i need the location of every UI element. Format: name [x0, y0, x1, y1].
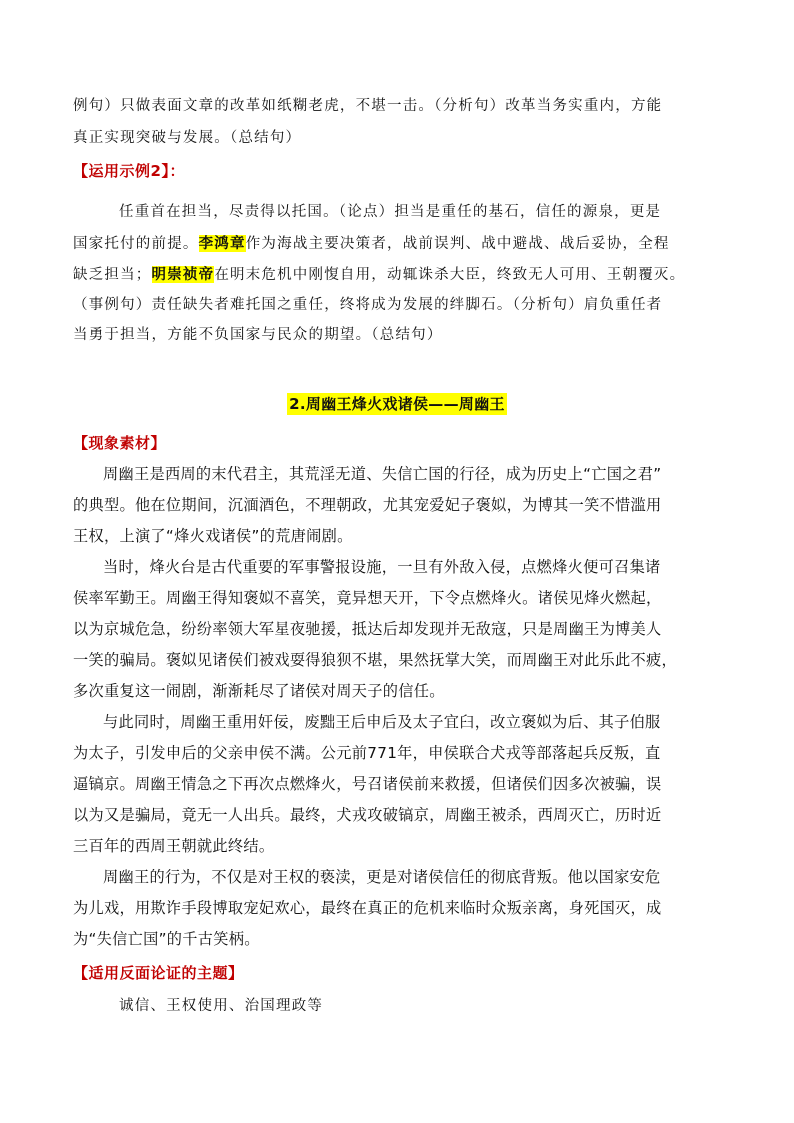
text-line: 周幽王是西周的末代君主，其荒淫无道、失信亡国的行径，成为历史上“亡国之君”	[103, 465, 662, 483]
text-line: 的典型。他在位期间，沉湎酒色，不理朝政，尤其宠爱妃子褒姒，为博其一笑不惜滥用	[73, 496, 662, 514]
text-line: 当时，烽火台是古代重要的军事警报设施，一旦有外敌入侵，点燃烽火便可召集诸	[103, 558, 661, 576]
text-line: 三百年的西周王朝就此终结。	[73, 837, 275, 855]
text-line: 一笑的骗局。褒姒见诸侯们被戏耍得狼狈不堪，果然抚掌大笑，而周幽王对此乐此不疲，	[73, 651, 678, 669]
text-line: 例句）只做表面文章的改革如纸糊老虎，不堪一击。（分析句）改革当务实重内，方能	[73, 98, 663, 114]
text-line: 当勇于担当，方能不负国家与民众的期望。（总结句）	[73, 327, 443, 343]
text-line: 为太子，引发申后的父亲申侯不满。公元前771年，申侯联合犬戎等部落起兵反叛，直	[73, 744, 661, 762]
text-line: 王权，上演了“烽火戏诸侯”的荒唐闹剧。	[73, 527, 353, 545]
text-line: 为儿戏，用欺诈手段博取宠妃欢心，最终在真正的危机来临时众叛亲离，身死国灭，成	[73, 899, 662, 917]
text-line: 以为又是骗局，竟无一人出兵。最终，犬戎攻破镐京，周幽王被杀，西周灭亡，历时近	[73, 806, 662, 824]
text-line: 为“失信亡国”的千古笑柄。	[73, 930, 260, 948]
section-title-text: 2.周幽王烽火戏诸侯——周幽王	[289, 395, 505, 413]
text-line: 周幽王的行为，不仅是对王权的亵渎，更是对诸侯信任的彻底背叛。他以国家安危	[103, 868, 661, 886]
section-title	[0, 393, 794, 414]
text-line: 真正实现突破与发展。（总结句）	[73, 130, 302, 146]
text-line: 任重首在担当，尽责得以托国。（论点）担当是重任的基石，信任的源泉，更是	[119, 204, 662, 220]
text-line: 侯率军勤王。周幽王得知褒姒不喜笑，竟异想天开，下令点燃烽火。诸侯见烽火燃起，	[73, 589, 662, 607]
text-line	[73, 228, 733, 260]
section-heading-example2: 【运用示例2】：	[73, 162, 185, 180]
text-segment: 作为海战主要决策者，战前误判、战中避战、战后妥协，全程	[245, 236, 670, 252]
section-heading-material: 【现象素材】	[73, 434, 167, 452]
highlighted-name: 李鸿章	[198, 235, 246, 252]
text-line	[73, 259, 733, 291]
text-line: 诚信、王权使用、治国理政等	[119, 998, 324, 1014]
text-segment: 在明末危机中刚愎自用，动辄诛杀大臣，终致无人可用、王朝覆灭。	[214, 267, 686, 283]
text-line: 逼镐京。周幽王情急之下再次点燃烽火，号召诸侯前来救援，但诸侯们因多次被骗，误	[73, 775, 662, 793]
text-line: 以为京城危急，纷纷率领大军星夜驰援，抵达后却发现并无敌寇，只是周幽王为博美人	[73, 620, 662, 638]
section-heading-themes: 【适用反面论证的主题】	[73, 964, 244, 982]
text-line: 多次重复这一闹剧，渐渐耗尽了诸侯对周天子的信任。	[73, 682, 445, 700]
text-line: 与此同时，周幽王重用奸佞，废黜王后申后及太子宜臼，改立褒姒为后、其子伯服	[103, 713, 661, 731]
highlighted-name: 明崇祯帝	[151, 266, 215, 283]
text-line: （事例句）责任缺失者难托国之重任，终将成为发展的绊脚石。（分析句）肩负重任者	[73, 297, 663, 313]
text-segment: 缺乏担当；	[73, 267, 152, 283]
text-segment: 国家托付的前提。	[73, 236, 199, 252]
